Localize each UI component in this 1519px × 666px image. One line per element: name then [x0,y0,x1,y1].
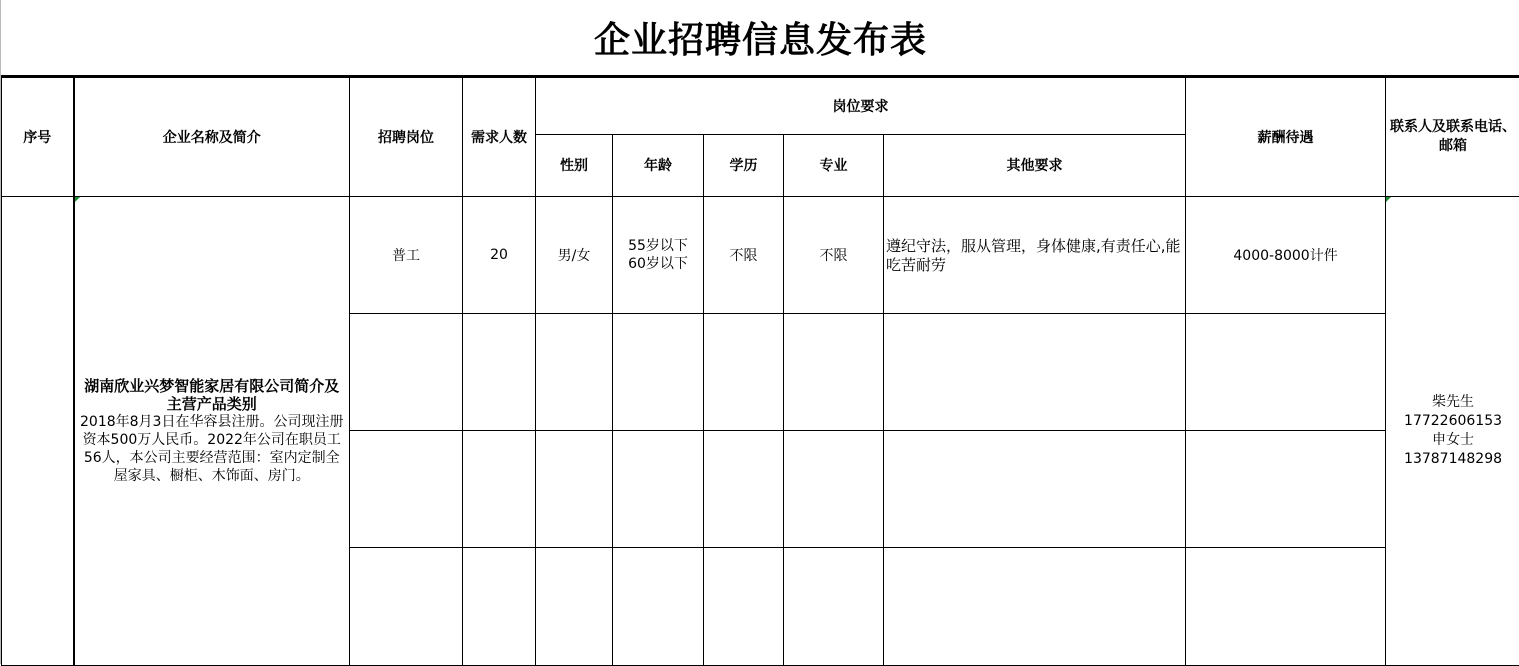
contact-line-3: 申女士 [1386,431,1519,450]
empty-cell [784,547,884,665]
empty-cell [1186,313,1386,430]
company-intro: 2018年8月3日在华容县注册。公司现注册资本500万人民币。2022年公司在职员工56人，本公司主要经营范围：室内定制全屋家具、橱柜、木饰面、房门。 [79,413,346,485]
empty-cell [463,430,536,547]
contact-line-4: 13787148298 [1386,450,1519,469]
job-other-cell [884,196,1186,313]
job-headcount: 20 [463,196,536,313]
empty-cell [784,313,884,430]
empty-cell [704,313,784,430]
job-age-line1: 55岁以下 [613,237,703,255]
header-contact: 联系人及联系电话、邮箱 [1386,77,1519,196]
job-salary: 4000-8000计件 [1186,196,1386,313]
job-age-line2: 60岁以下 [613,255,703,273]
empty-cell [1186,430,1386,547]
contact-cell [1386,196,1519,665]
title-row [1,0,1519,77]
job-other: 遵纪守法，服从管理，身体健康,有责任心,能吃苦耐劳 [884,197,1185,275]
empty-cell [613,547,704,665]
cell-comment-marker [75,197,80,202]
job-gender: 男/女 [536,196,613,313]
header-gender: 性别 [536,134,613,196]
empty-cell [350,430,463,547]
empty-cell [884,430,1186,547]
header-age: 年龄 [613,134,704,196]
job-major: 不限 [784,196,884,313]
header-headcount: 需求人数 [463,77,536,196]
recruitment-table [1,76,1519,666]
empty-cell [536,547,613,665]
contact-line-1: 柴先生 [1386,393,1519,412]
page-title: 企业招聘信息发布表 [594,12,927,63]
empty-cell [463,313,536,430]
empty-cell [613,313,704,430]
table-row [2,196,1519,313]
company-cell [74,196,350,665]
header-other: 其他要求 [884,134,1186,196]
empty-cell [350,547,463,665]
index-cell [2,196,74,665]
empty-cell [884,547,1186,665]
company-name: 湖南欣业兴梦智能家居有限公司简介及主营产品类别 [79,377,346,413]
empty-cell [704,430,784,547]
job-position: 普工 [350,196,463,313]
header-requirements: 岗位要求 [536,77,1186,134]
header-row-1 [2,77,1519,134]
empty-cell [784,430,884,547]
cell-comment-marker [1386,197,1391,202]
job-education: 不限 [704,196,784,313]
header-company: 企业名称及简介 [74,77,350,196]
contact-block [1386,393,1519,469]
contact-line-2: 17722606153 [1386,412,1519,431]
empty-cell [613,430,704,547]
company-block [75,377,350,485]
empty-cell [350,313,463,430]
empty-cell [1186,547,1386,665]
header-salary: 薪酬待遇 [1186,77,1386,196]
job-age [613,196,704,313]
header-major: 专业 [784,134,884,196]
empty-cell [463,547,536,665]
header-position: 招聘岗位 [350,77,463,196]
empty-cell [536,313,613,430]
empty-cell [884,313,1186,430]
header-education: 学历 [704,134,784,196]
header-index: 序号 [2,77,74,196]
empty-cell [704,547,784,665]
empty-cell [536,430,613,547]
